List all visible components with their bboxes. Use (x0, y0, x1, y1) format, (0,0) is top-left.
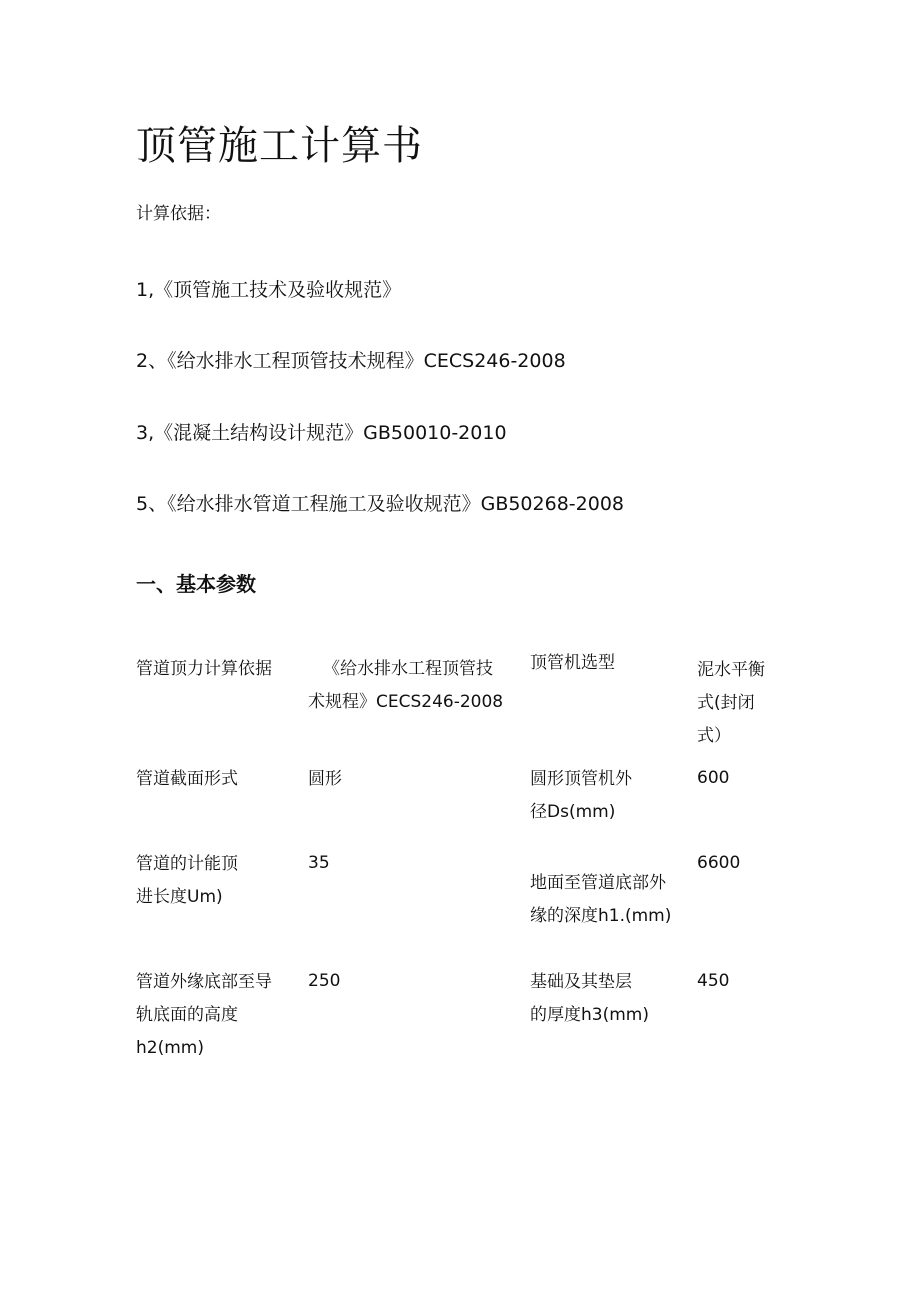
param-label: 顶管机选型 (530, 653, 615, 673)
param-label: 基础及其垫层 的厚度h3(mm) (530, 972, 649, 1025)
param-value: 250 (308, 971, 341, 991)
param-value: 600 (697, 768, 730, 788)
reference-item: 5、《给水排水管道工程施工及验收规范》GB50268-2008 (136, 493, 624, 515)
param-label: 管道外缘底部至导 轨底面的高度 h2(mm) (136, 972, 272, 1058)
param-label: 管道截面形式 (136, 769, 238, 789)
reference-item: 3,《混凝土结构设计规范》GB50010-2010 (136, 422, 507, 444)
reference-item: 1,《顶管施工技术及验收规范》 (136, 279, 402, 301)
reference-item: 2、《给水排水工程顶管技术规程》CECS246-2008 (136, 350, 566, 372)
param-value: 《给水排水工程顶管技 术规程》CECS246-2008 (308, 659, 504, 712)
param-value: 圆形 (308, 769, 342, 789)
section-heading-basic-params: 一、基本参数 (136, 572, 256, 596)
param-value: 35 (308, 853, 330, 873)
param-label: 管道顶力计算依据 (136, 659, 272, 679)
calculation-basis-label: 计算依据： (136, 204, 221, 224)
document-title: 顶管施工计算书 (136, 123, 423, 169)
param-value: 450 (697, 971, 730, 991)
param-label: 圆形顶管机外 径Ds(mm) (530, 769, 632, 822)
param-label: 地面至管道底部外 缘的深度h1.(mm) (530, 873, 672, 926)
param-value: 泥水平衡 式(封闭 式） (697, 660, 765, 746)
param-label: 管道的计能顶 进长度Um) (136, 854, 238, 907)
param-value: 6600 (697, 853, 741, 873)
